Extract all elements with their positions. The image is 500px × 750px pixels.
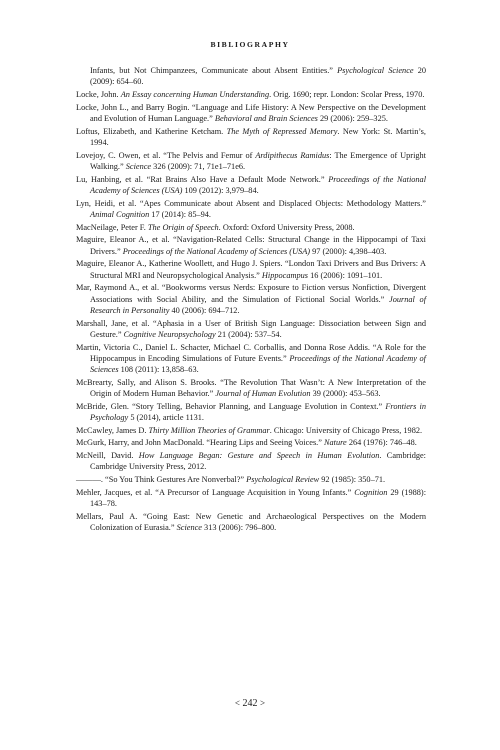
entry-text: 29 (2006): 259–325.	[317, 113, 388, 123]
chevron-left-icon: <	[234, 698, 240, 708]
entry-italic-text: The Origin of Speech	[147, 222, 219, 232]
entry-italic-text: An Essay concerning Human Understanding	[120, 89, 270, 99]
bibliography-entry	[76, 342, 426, 376]
entry-italic-text: Animal Cognition	[90, 209, 150, 219]
entry-italic-text: Proceedings of the National Academy of Sciences (USA)	[122, 246, 311, 256]
entry-text: Lovejoy, C. Owen, et al. “The Pelvis and Femur of	[76, 150, 256, 160]
bibliography-entry	[76, 150, 426, 173]
entry-text: 29 (1988): 143–78.	[90, 487, 426, 509]
entry-italic-text: Ardipithecus Ramidus	[255, 150, 330, 160]
entry-text: 97 (2000): 4,398–403.	[310, 246, 387, 256]
bibliography-entry	[76, 318, 426, 341]
entry-italic-text: Behavioral and Brain Sciences	[214, 113, 318, 123]
entry-text: 313 (2006): 796–800.	[201, 523, 277, 533]
entry-italic-text: Proceedings of the National Academy of Sciences	[90, 353, 426, 375]
bibliography-entry	[76, 65, 426, 88]
entry-italic-text: Psychological Science	[337, 66, 414, 75]
bibliography-entry	[76, 126, 426, 149]
entry-text: McBride, Glen. “Story Telling, Behavior Planning, and Language Evolution in Context.”	[76, 401, 386, 411]
entry-text: . Chicago: University of Chicago Press, 1982.	[269, 425, 423, 435]
entry-italic-text: Cognitive Neuropsychology	[123, 329, 216, 339]
entry-italic-text: The Myth of Repressed Memory	[226, 126, 338, 136]
entry-text: 21 (2004): 537–54.	[215, 329, 282, 339]
page-number: 242	[242, 698, 258, 709]
entry-text: . Oxford: Oxford University Press, 2008.	[218, 222, 355, 232]
bibliography-entry	[76, 102, 426, 125]
entry-text: 17 (2014): 85–94.	[149, 209, 211, 219]
entry-text: Mehler, Jacques, et al. “A Precursor of Language Acquisition in Young Infants.”	[76, 487, 355, 497]
entry-text: 108 (2011): 13,858–63.	[118, 365, 199, 375]
entry-italic-text: Science	[125, 161, 152, 171]
entry-text: 5 (2014), article 1131.	[128, 413, 204, 423]
entry-text: McCawley, James D.	[76, 425, 149, 435]
bibliography-entry	[76, 474, 426, 485]
entry-italic-text: Hippocampus	[261, 270, 308, 280]
entry-text: 264 (1976): 746–48.	[346, 438, 417, 448]
entry-text: 16 (2006): 1091–101.	[308, 270, 383, 280]
bibliography-entry	[76, 437, 426, 448]
bibliography-entry	[76, 487, 426, 510]
entry-text: Marshall, Jane, et al. “Aphasia in a User of British Sign Language: Dissociation between Sign and Gesture.”	[76, 318, 426, 339]
entry-text: . Cambridge: Cambridge University Press, 2012.	[90, 451, 426, 472]
entry-text: 39 (2000): 453–563.	[310, 389, 381, 399]
entry-italic-text: Nature	[324, 438, 347, 448]
entry-text: McBrearty, Sally, and Alison S. Brooks. “The Revolution That Wasn’t: A New Interpretation of the Origin of Modern Human Behavior.”	[76, 377, 426, 399]
bibliography-entry	[76, 174, 426, 197]
entry-text: Maguire, Eleanor A., et al. “Navigation-Related Cells: Structural Change in the Hippocampi of Taxi Drivers.”	[76, 235, 426, 256]
bibliography-entry	[76, 425, 426, 436]
bibliography-entry	[76, 377, 426, 400]
entry-text: Mar, Raymond A., et al. “Bookworms versus Nerds: Exposure to Fiction versus Nonfiction, Divergent Associations with Social Ability, and the Simulation of Fictional Social Worlds.”	[76, 283, 426, 304]
entry-text: Infants, but Not Chimpanzees, Communicate about Absent Entities.”	[90, 66, 338, 75]
entry-italic-text: Proceedings of the National Academy of Sciences (USA)	[90, 174, 426, 195]
entry-text: Locke, John.	[76, 89, 121, 99]
entry-text: ———. “So You Think Gestures Are Nonverbal?”	[76, 475, 247, 485]
bibliography-entry	[76, 258, 426, 281]
entry-text: : The Emergence of Upright Walking.”	[90, 150, 426, 171]
entry-text: 109 (2012): 3,979–84.	[182, 185, 259, 195]
page-footer	[0, 698, 500, 709]
bibliography-entry	[76, 401, 426, 424]
entry-italic-text: Frontiers in Psychology	[90, 401, 426, 423]
entry-italic-text: Journal of Human Evolution	[215, 389, 311, 399]
bibliography-entry	[76, 282, 426, 316]
entry-text: MacNeilage, Peter F.	[76, 222, 148, 232]
entry-italic-text: Thirty Million Theories of Grammar	[148, 425, 270, 435]
entry-text: Lu, Hanbing, et al. “Rat Brains Also Have a Default Mode Network.”	[76, 174, 329, 184]
bibliography-list	[76, 65, 426, 535]
bibliography-entry	[76, 89, 426, 100]
entry-text: 20 (2009): 654–60.	[90, 66, 426, 87]
entry-text: 326 (2009): 71, 71e1–71e6.	[151, 161, 246, 171]
bibliography-entry	[76, 222, 426, 233]
entry-text: Martin, Victoria C., Daniel L. Schacter, Michael C. Corballis, and Donna Rose Addis. “A Role for the Hippocampus in Encoding Simulations of Future Events.”	[76, 342, 426, 363]
entry-text: . Orig. 1690; repr. London: Scolar Press, 1970.	[269, 89, 425, 99]
entry-text: 40 (2006): 694–712.	[169, 305, 240, 315]
bibliography-entry	[76, 450, 426, 473]
entry-italic-text: Science	[176, 523, 202, 533]
entry-text: Mellars, Paul A. “Going East: New Genetic and Archaeological Perspectives on the Modern Colonization of Eurasia.”	[76, 511, 426, 533]
entry-text: . New York: St. Martin’s, 1994.	[90, 126, 426, 147]
entry-text: McNeill, David.	[76, 451, 139, 461]
entry-italic-text: Psychological Review	[246, 475, 320, 485]
entry-italic-text: Journal of Research in Personality	[90, 294, 426, 315]
entry-text: Locke, John L., and Barry Bogin. “Language and Life History: A New Perspective on the Development and Evolution of Human Language.”	[76, 102, 426, 123]
entry-text: Maguire, Eleanor A., Katherine Woollett, and Hugo J. Spiers. “London Taxi Drivers and Bus Drivers: A Structural MRI and Neuropsychological Analysis.”	[76, 259, 426, 280]
chevron-right-icon: >	[260, 698, 266, 708]
bibliography-entry	[76, 511, 426, 534]
entry-text: Lyn, Heidi, et al. “Apes Communicate about Absent and Displaced Objects: Methodology Matters.”	[76, 198, 426, 208]
entry-text: McGurk, Harry, and John MacDonald. “Hearing Lips and Seeing Voices.”	[76, 438, 324, 448]
entry-text: Loftus, Elizabeth, and Katherine Ketcham.	[76, 126, 227, 136]
entry-italic-text: Cognition	[354, 487, 388, 497]
entry-text: 92 (1985): 350–71.	[319, 475, 386, 485]
entry-italic-text: How Language Began: Gesture and Speech in Human Evolution	[138, 451, 380, 461]
running-header: BIBLIOGRAPHY	[210, 40, 290, 49]
bibliography-entry	[76, 234, 426, 257]
bibliography-entry	[76, 198, 426, 221]
